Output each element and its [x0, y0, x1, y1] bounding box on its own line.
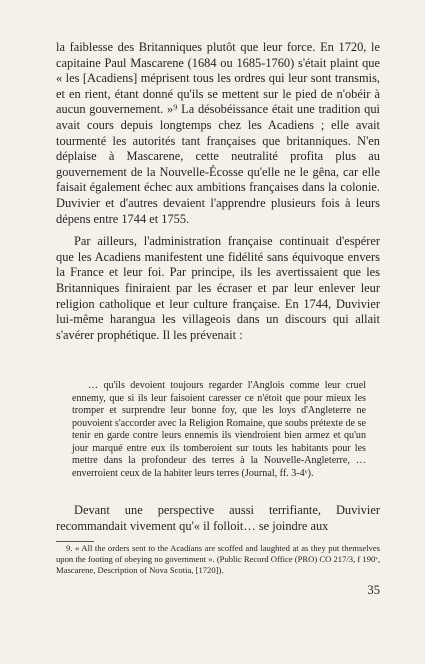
paragraph-3: Devant une perspective aussi terrifiante, Duvivier recommandait vivement qu'« il folloit… se joindre aux [56, 503, 380, 533]
main-text [56, 40, 380, 343]
footnote-text: 9. « All the orders sent to the Acadians are scoffed and laughted at as they put themselves upon the footing of obeying no government ». (Public Record Office (PRO) CO 217/3, f 190ᵛ, Mascarene, Description of Nova Scotia, [1720]). [56, 543, 380, 575]
paragraph-1: la faiblesse des Britanniques plutôt que leur force. En 1720, le capitaine Paul Mascarene (1684 ou 1685-1760) s'était plaint que « les [Acadiens] méprisent tous les ordres qui leur sont transmis, et en rient, étant donné qu'ils se mettent sur le pied de n'obéir à aucun gouvernement. »⁹ La désobéissance était une tradition qui avait cours depuis longtemps chez les Acadiens ; elle avait tourmenté les autorités tant françaises que britanniques. N'en déplaise à Mascarene, cette neutralité profita plus au gouvernement de la Nouvelle-Écosse qu'elle ne le gêna, car elle faisait également échec aux ambitions françaises dans la colonie. Duvivier et d'autres devaient l'apprendre plusieurs fois à leurs dépens entre 1744 et 1755. [56, 40, 380, 226]
closing-text [56, 503, 380, 534]
block-quote [72, 380, 366, 480]
footnote-divider [56, 541, 94, 542]
footnote [56, 543, 380, 576]
paragraph-2: Par ailleurs, l'administration française continuait d'espérer que les Acadiens manifestent une fidélité sans équivoque envers la France et leur foi. Par principe, ils les avertissaient que les Britanniques finiraient par les écraser et par leur enlever leur religion catholique et leur culture française. En 1744, Duvivier lui-même harangua les villageois dans un discours qui allait s'avérer prophétique. Il les prévenait : [56, 234, 380, 342]
page-number: 35 [367, 583, 380, 597]
quote-text: … qu'ils devoient toujours regarder l'Anglois comme leur cruel ennemy, que si ils leur faisoient caresser ce n'étoit que pour mieux les tromper et surprendre leur bonne foy, que les loys d'Angleterre ne pouvoient s'accorder avec la Religion Romaine, que soubs prétexte de se tenir en garde contre leurs ennemis ils viendroient bien armez et qu'un jour marqué entre eux ils tomberoient sur touts les habitants pour les mettre dans la profondeur des terres à la Nouvelle-Angleterre, … enverroient ceux de la habiter leurs terres (Journal, ff. 3-4ᵛ). [72, 380, 366, 479]
